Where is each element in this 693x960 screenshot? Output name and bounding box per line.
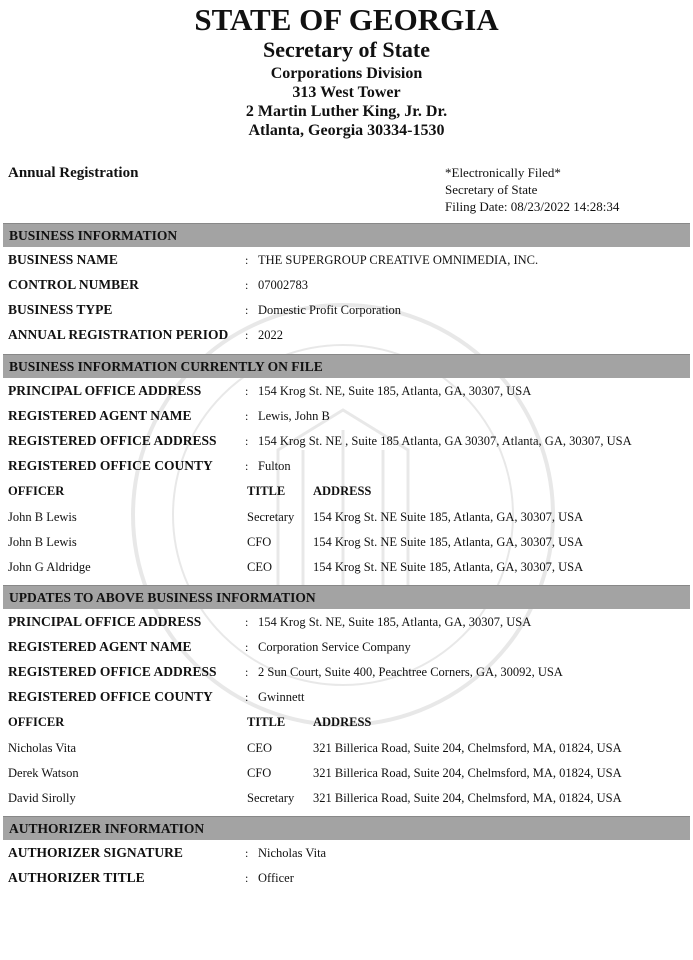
section-header-authorizer: AUTHORIZER INFORMATION [3, 816, 690, 840]
field-value: THE SUPERGROUP CREATIVE OMNIMEDIA, INC. [258, 253, 539, 267]
officer-row [0, 738, 693, 762]
officer-name: John B Lewis [8, 535, 77, 549]
field-label: BUSINESS TYPE [8, 302, 113, 317]
field-value: 154 Krog St. NE, Suite 185, Atlanta, GA, 30307, USA [258, 615, 532, 629]
field-value: Nicholas Vita [258, 846, 327, 860]
officer-row [0, 788, 693, 812]
info-row [0, 662, 693, 686]
division-heading: Corporations Division [270, 65, 423, 82]
field-value: Fulton [258, 459, 291, 473]
address-line-1: 313 West Tower [292, 84, 401, 101]
field-label: CONTROL NUMBER [8, 277, 139, 292]
field-label: AUTHORIZER SIGNATURE [8, 845, 183, 860]
info-row [0, 300, 693, 324]
section-header-updates: UPDATES TO ABOVE BUSINESS INFORMATION [3, 585, 690, 609]
info-row [0, 325, 693, 349]
separator: : [245, 871, 249, 885]
address-line-2: 2 Martin Luther King, Jr. Dr. [245, 103, 448, 120]
info-row [0, 275, 693, 299]
separator: : [245, 615, 249, 629]
officer-column-header: OFFICER [8, 484, 65, 498]
officer-title: CFO [247, 766, 272, 780]
officer-title: Secretary [247, 510, 295, 524]
officer-address: 321 Billerica Road, Suite 204, Chelmsford, MA, 01824, USA [313, 766, 622, 780]
officer-row [0, 557, 693, 581]
field-label: REGISTERED OFFICE ADDRESS [8, 664, 217, 679]
field-label: ANNUAL REGISTRATION PERIOD [8, 327, 229, 342]
officer-header-row [0, 712, 693, 736]
address-column-header: ADDRESS [313, 715, 372, 729]
info-row [0, 406, 693, 430]
officer-address: 321 Billerica Road, Suite 204, Chelmsford, MA, 01824, USA [313, 741, 622, 755]
separator: : [245, 640, 249, 654]
separator: : [245, 846, 249, 860]
info-row [0, 381, 693, 405]
field-label: PRINCIPAL OFFICE ADDRESS [8, 614, 202, 629]
separator: : [245, 328, 249, 342]
info-row [0, 687, 693, 711]
field-value: 154 Krog St. NE , Suite 185 Atlanta, GA 30307, Atlanta, GA, 30307, USA [258, 434, 632, 448]
filing-date: Filing Date: 08/23/2022 14:28:34 [445, 199, 620, 214]
field-label: AUTHORIZER TITLE [8, 870, 145, 885]
officer-row [0, 763, 693, 787]
filing-stamp-line: Secretary of State [445, 182, 538, 197]
officer-header-row [0, 481, 693, 505]
officer-title: Secretary [247, 791, 295, 805]
officer-name: Nicholas Vita [8, 741, 77, 755]
info-row [0, 868, 693, 892]
field-label: REGISTERED AGENT NAME [8, 639, 192, 654]
officer-name: Derek Watson [8, 766, 79, 780]
field-value: 07002783 [258, 278, 308, 292]
title-column-header: TITLE [247, 715, 286, 729]
info-row [0, 843, 693, 867]
field-label: PRINCIPAL OFFICE ADDRESS [8, 383, 202, 398]
officer-title: CEO [247, 741, 272, 755]
info-row [0, 431, 693, 455]
field-value: Officer [258, 871, 294, 885]
officer-title: CFO [247, 535, 272, 549]
officer-row [0, 507, 693, 531]
section-header-current-info: BUSINESS INFORMATION CURRENTLY ON FILE [3, 354, 690, 378]
filing-stamp [445, 164, 619, 215]
field-value: Gwinnett [258, 690, 305, 704]
field-value: Domestic Profit Corporation [258, 303, 402, 317]
officer-address: 154 Krog St. NE Suite 185, Atlanta, GA, 30307, USA [313, 510, 584, 524]
field-label: BUSINESS NAME [8, 252, 118, 267]
separator: : [245, 409, 249, 423]
office-heading: Secretary of State [263, 37, 430, 62]
separator: : [245, 253, 249, 267]
field-label: REGISTERED AGENT NAME [8, 408, 192, 423]
field-label: REGISTERED OFFICE COUNTY [8, 689, 213, 704]
filing-stamp-line: *Electronically Filed* [445, 165, 561, 180]
state-heading: STATE OF GEORGIA [194, 2, 499, 37]
separator: : [245, 384, 249, 398]
field-value: Corporation Service Company [258, 640, 411, 654]
field-value: 154 Krog St. NE, Suite 185, Atlanta, GA, 30307, USA [258, 384, 532, 398]
field-label: REGISTERED OFFICE ADDRESS [8, 433, 217, 448]
officer-address: 321 Billerica Road, Suite 204, Chelmsford, MA, 01824, USA [313, 791, 622, 805]
info-row [0, 637, 693, 661]
info-row [0, 612, 693, 636]
separator: : [245, 665, 249, 679]
officer-name: John B Lewis [8, 510, 77, 524]
separator: : [245, 303, 249, 317]
field-value: 2022 [258, 328, 283, 342]
officer-address: 154 Krog St. NE Suite 185, Atlanta, GA, 30307, USA [313, 560, 584, 574]
officer-column-header: OFFICER [8, 715, 65, 729]
section-header-business-information: BUSINESS INFORMATION [3, 223, 690, 247]
document-type: Annual Registration [8, 165, 139, 181]
officer-name: John G Aldridge [8, 560, 91, 574]
separator: : [245, 278, 249, 292]
officer-name: David Sirolly [8, 791, 76, 805]
separator: : [245, 690, 249, 704]
officer-address: 154 Krog St. NE Suite 185, Atlanta, GA, 30307, USA [313, 535, 584, 549]
title-column-header: TITLE [247, 484, 286, 498]
address-line-3: Atlanta, Georgia 30334-1530 [248, 122, 445, 139]
address-column-header: ADDRESS [313, 484, 372, 498]
officer-title: CEO [247, 560, 272, 574]
officer-row [0, 532, 693, 556]
info-row [0, 250, 693, 274]
field-label: REGISTERED OFFICE COUNTY [8, 458, 213, 473]
separator: : [245, 434, 249, 448]
field-value: Lewis, John B [258, 409, 330, 423]
separator: : [245, 459, 249, 473]
field-value: 2 Sun Court, Suite 400, Peachtree Corners, GA, 30092, USA [258, 665, 563, 679]
info-row [0, 456, 693, 480]
